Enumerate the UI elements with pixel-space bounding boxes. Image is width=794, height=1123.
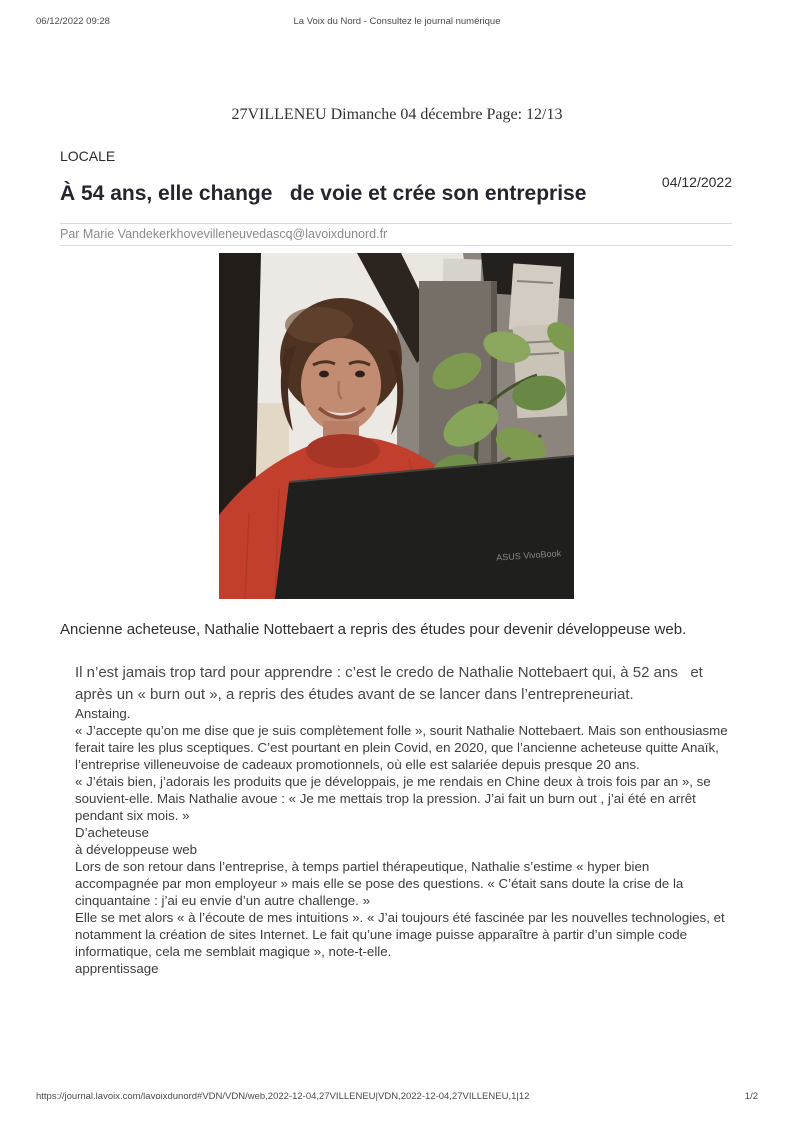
section-label: LOCALE bbox=[60, 148, 116, 164]
article-photo-illustration bbox=[219, 253, 574, 599]
print-header bbox=[36, 16, 758, 30]
body-paragraph: « J’accepte qu’on me dise que je suis complètement folle », sourit Nathalie Nottebaert. Mais son enthousiasme ferait taire les plus sceptiques. C’est pourtant en plein Covid, en 2020, que l’ancienne acheteuse quitte Anaïk, l’entreprise villeneuvoise de cadeaux promotionnels, où elle est salariée depuis presque 20 ans. bbox=[75, 723, 728, 772]
print-footer-url: https://journal.lavoix.com/lavoixdunord#VDN/VDN/web,2022-12-04,27VILLENEU|VDN,2022-12-04,27VILLENEU,1|12 bbox=[36, 1091, 530, 1102]
hair-highlight bbox=[285, 307, 353, 343]
print-footer bbox=[36, 1091, 758, 1105]
body-paragraph: apprentissage bbox=[75, 961, 159, 976]
print-datetime: 06/12/2022 09:28 bbox=[36, 16, 110, 27]
body-paragraph: Anstaing. bbox=[75, 706, 131, 721]
print-page-title: La Voix du Nord - Consultez le journal numérique bbox=[293, 16, 501, 27]
photo-caption: Ancienne acheteuse, Nathalie Nottebaert a repris des études pour devenir développeuse web. bbox=[60, 621, 687, 638]
body-paragraph: « J’étais bien, j’adorais les produits que je développais, je me rendais en Chine deux à trois fois par an », se souvient-elle. Mais Nathalie avoue : « Je me mettais trop la pression. J’ai fait un burn out , j’ai été en arrêt pendant six mois. » bbox=[75, 774, 711, 823]
article-photo bbox=[219, 253, 574, 599]
article-content bbox=[60, 148, 732, 977]
article-byline: Par Marie Vandekerkhovevilleneuvedascq@lavoixdunord.fr bbox=[60, 223, 732, 246]
body-paragraph: à développeuse web bbox=[75, 842, 197, 857]
article-date: 04/12/2022 bbox=[661, 174, 732, 190]
edition-line: 27VILLENEU Dimanche 04 décembre Page: 12/13 bbox=[231, 106, 563, 123]
article-title: À 54 ans, elle change de voie et crée son entreprise bbox=[60, 182, 587, 205]
body-paragraph: Elle se met alors « à l’écoute de mes intuitions ». « J’ai toujours été fascinée par les nouvelles technologies, et notamment la création de sites Internet. Le fait qu’une image puisse apparaître à partir d’un simple code informatique, cela me semblait magique », note-t-elle. bbox=[75, 910, 725, 959]
laptop-brand-label: ASUS VivoBook bbox=[495, 548, 561, 563]
article-lead: Il n’est jamais trop tard pour apprendre : c’est le credo de Nathalie Nottebaert qui, à 52 ans et après un « burn out », a repris des études avant de se lancer dans l’entrepreneuriat. bbox=[75, 664, 708, 703]
body-paragraph: D’acheteuse bbox=[75, 825, 149, 840]
body-paragraph: Lors de son retour dans l’entreprise, à temps partiel thérapeutique, Nathalie s’estime « hyper bien accompagnée par mon employeur » mais elle se pose des questions. « C’était sans doute la crise de la cinquantaine : j’ai eu envie d’un autre challenge. » bbox=[75, 859, 684, 908]
print-footer-page: 1/2 bbox=[744, 1091, 758, 1102]
sweater-collar bbox=[306, 434, 380, 468]
article-body bbox=[75, 705, 732, 977]
